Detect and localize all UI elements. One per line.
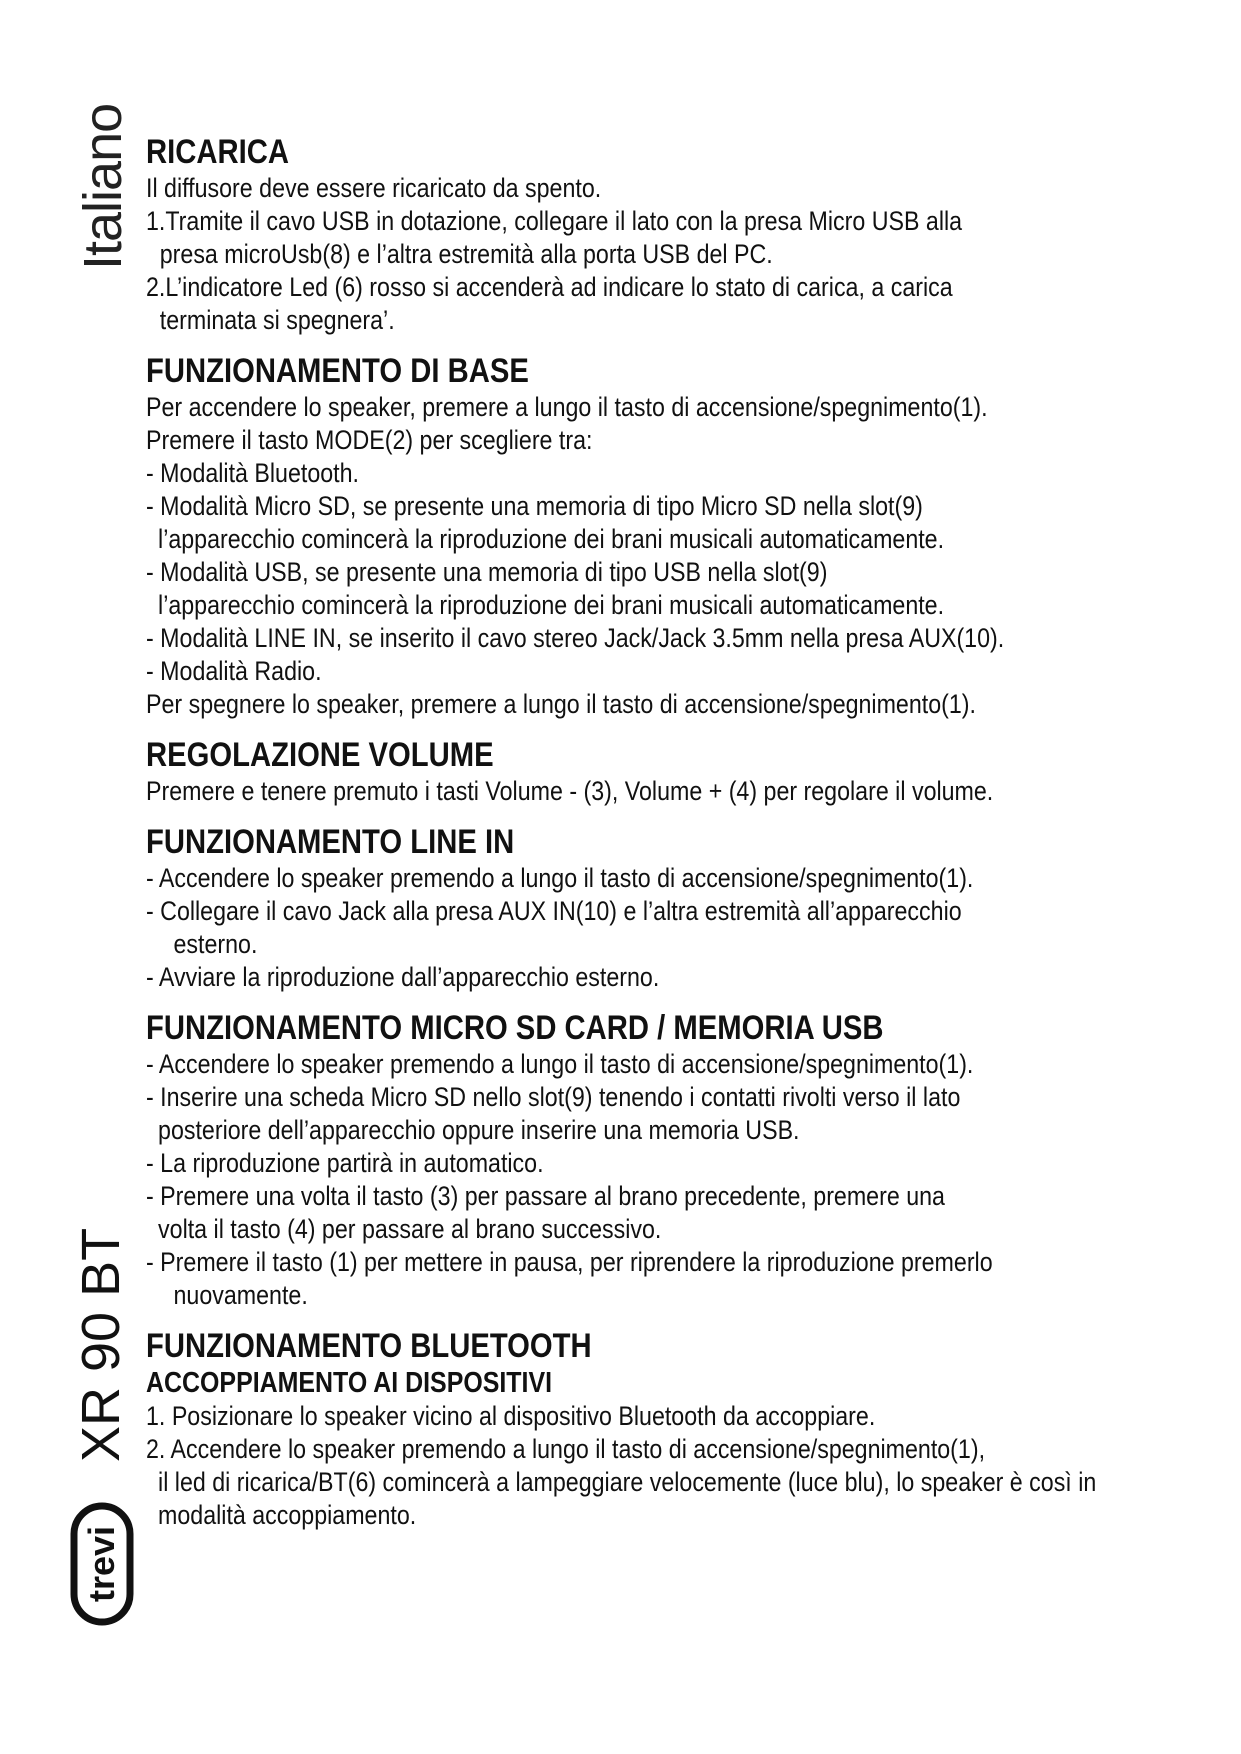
list-item: - Modalità LINE IN, se inserito il cavo stereo Jack/Jack 3.5mm nella presa AUX(10). bbox=[146, 623, 1005, 653]
list-item: - Modalità Micro SD, se presente una memoria di tipo Micro SD nella slot(9) bbox=[146, 491, 923, 521]
section-subtitle: ACCOPPIAMENTO AI DISPOSITIVI bbox=[146, 1367, 553, 1399]
text-line: nuovamente. bbox=[173, 1280, 308, 1310]
trevi-logo-icon bbox=[70, 1502, 134, 1626]
text-line: l’apparecchio comincerà la riproduzione dei brani musicali automaticamente. bbox=[158, 524, 945, 554]
list-item: - Modalità Bluetooth. bbox=[146, 458, 359, 488]
section-ricarica bbox=[146, 132, 1146, 337]
model-label: XR 90 BT bbox=[71, 1227, 131, 1462]
section-volume bbox=[146, 735, 1146, 808]
text-line: volta il tasto (4) per passare al brano successivo. bbox=[158, 1214, 662, 1244]
text-line: esterno. bbox=[173, 929, 258, 959]
section-title: FUNZIONAMENTO BLUETOOTH bbox=[146, 1327, 592, 1365]
list-item: - Accendere lo speaker premendo a lungo il tasto di accensione/spegnimento(1). bbox=[146, 1049, 974, 1079]
svg-text:trevi: trevi bbox=[81, 1525, 122, 1603]
list-item: - Inserire una scheda Micro SD nello slot(9) tenendo i contatti rivolti verso il lato bbox=[146, 1082, 961, 1112]
text-line: il led di ricarica/BT(6) comincerà a lampeggiare velocemente (luce blu), lo speaker è così in bbox=[158, 1467, 1097, 1497]
text-line: l’apparecchio comincerà la riproduzione dei brani musicali automaticamente. bbox=[158, 590, 945, 620]
section-title: RICARICA bbox=[146, 133, 289, 171]
list-item: - Avviare la riproduzione dall’apparecchio esterno. bbox=[146, 962, 660, 992]
section-line-in bbox=[146, 822, 1146, 994]
list-item: - Accendere lo speaker premendo a lungo il tasto di accensione/spegnimento(1). bbox=[146, 863, 974, 893]
section-title: FUNZIONAMENTO LINE IN bbox=[146, 823, 515, 861]
section-title: REGOLAZIONE VOLUME bbox=[146, 736, 494, 774]
text-line: 2.L’indicatore Led (6) rosso si accenderà ad indicare lo stato di carica, a carica bbox=[146, 272, 953, 302]
text-line: Premere e tenere premuto i tasti Volume - (3), Volume + (4) per regolare il volume. bbox=[146, 776, 994, 806]
text-line: posteriore dell’apparecchio oppure inserire una memoria USB. bbox=[158, 1115, 800, 1145]
text-line: 1.Tramite il cavo USB in dotazione, collegare il lato con la presa Micro USB alla bbox=[146, 206, 963, 236]
list-item: - Collegare il cavo Jack alla presa AUX IN(10) e l’altra estremità all’apparecchio bbox=[146, 896, 962, 926]
section-micro-sd bbox=[146, 1008, 1146, 1312]
text-line: Premere il tasto MODE(2) per scegliere tra: bbox=[146, 425, 593, 455]
text-line: Per spegnere lo speaker, premere a lungo il tasto di accensione/spegnimento(1). bbox=[146, 689, 976, 719]
text-line: terminata si spegnera’. bbox=[159, 305, 395, 335]
language-label: Italiano bbox=[73, 103, 133, 270]
list-item: 1. Posizionare lo speaker vicino al dispositivo Bluetooth da accoppiare. bbox=[146, 1401, 876, 1431]
list-item: 2. Accendere lo speaker premendo a lungo il tasto di accensione/spegnimento(1), bbox=[146, 1434, 986, 1464]
list-item: - Premere il tasto (1) per mettere in pausa, per riprendere la riproduzione premerlo bbox=[146, 1247, 993, 1277]
list-item: - Premere una volta il tasto (3) per passare al brano precedente, premere una bbox=[146, 1181, 945, 1211]
section-bluetooth bbox=[146, 1326, 1146, 1532]
text-line: modalità accoppiamento. bbox=[158, 1500, 417, 1530]
text-line: Per accendere lo speaker, premere a lungo il tasto di accensione/spegnimento(1). bbox=[146, 392, 988, 422]
section-title: FUNZIONAMENTO MICRO SD CARD / MEMORIA USB bbox=[146, 1009, 884, 1047]
list-item: - Modalità USB, se presente una memoria di tipo USB nella slot(9) bbox=[146, 557, 828, 587]
manual-content bbox=[146, 132, 1146, 1546]
list-item: - La riproduzione partirà in automatico. bbox=[146, 1148, 544, 1178]
list-item: - Modalità Radio. bbox=[146, 656, 322, 686]
text-line: presa microUsb(8) e l’altra estremità alla porta USB del PC. bbox=[159, 239, 773, 269]
section-base bbox=[146, 351, 1146, 721]
text-line: Il diffusore deve essere ricaricato da spento. bbox=[146, 173, 602, 203]
section-title: FUNZIONAMENTO DI BASE bbox=[146, 352, 529, 390]
